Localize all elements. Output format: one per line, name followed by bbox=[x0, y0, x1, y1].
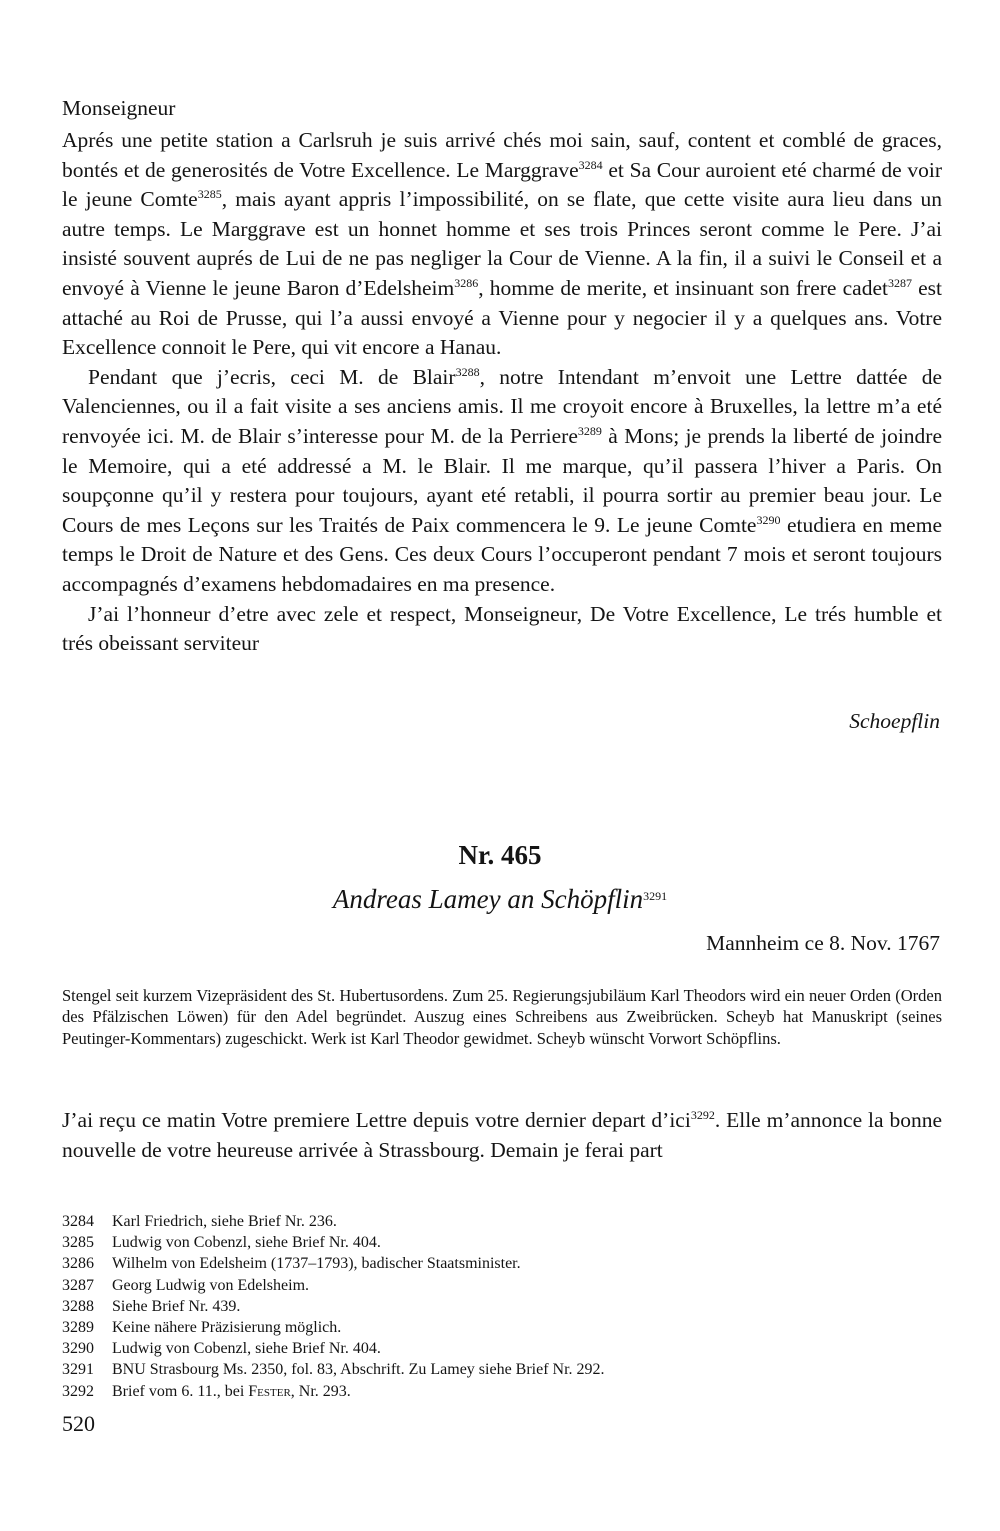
regest-summary: Stengel seit kurzem Vizepräsident des St. Hubertusordens. Zum 25. Regierungsjubiläum Karl Theodors wird ein neuer Orden (Orden des Pfälzischen Löwen) für den Adel begründet. Auszug eines Schreibens aus Zweibrücken. Scheyb hat Manuskript (seines Peutinger-Kommentars) zugeschickt. Werk ist Karl Theodor gewidmet. Scheyb wünscht Vorwort Schöpflins. bbox=[62, 986, 942, 1048]
place-date: Mannheim ce 8. Nov. 1767 bbox=[706, 931, 940, 955]
footnote-ref[interactable]: 3292 bbox=[690, 1108, 715, 1122]
signature: Schoepflin bbox=[849, 709, 940, 733]
footnote-ref[interactable]: 3291 bbox=[643, 889, 668, 903]
footnote-ref[interactable]: 3287 bbox=[887, 275, 912, 290]
footnote: 3291 BNU Strasbourg Ms. 2350, fol. 83, Abschrift. Zu Lamey siehe Brief Nr. 292. bbox=[62, 1361, 605, 1379]
footnote-ref[interactable]: 3284 bbox=[578, 157, 603, 172]
letter-465-paragraph-1: J’ai reçu ce matin Votre premiere Lettre depuis votre dernier depart d’ici$^{3292}$. Elle m’annonce la bonne nouvelle de votre heureuse arrivée à Strassbourg. Demain je ferai part bbox=[62, 1108, 943, 1162]
letter-464-paragraph-1: Aprés une petite station a Carlsruh je suis arrivé chés moi sain, sauf, content et comblé de graces, bontés et de generosités de Votre Excellence. Le Marggrave$^{3284}$ et Sa Cour auroient eté charmé de voir le jeune Comte$^{3285}$, mais ayant appris l’impossibilité, on se flate, que cette visite aura lieu dans un autre temps. Le Marggrave est un honnet homme et ses trois Princes seront comme le Pere. J’ai insisté souvent auprés de Lui de ne pas negliger la Cour de Vienne. A la fin, il a suivi le Conseil et a envoyé à Vienne le jeune Baron d’Edelsheim$^{3286}$, homme de merite, et insinuant son frere cadet$^{3287}$ est attaché au Roi de Prusse, qui l’a aussi envoyé a Vienne pour y negocier il y a quelques ans. Votre Excellence connoit le Pere, qui vit encore a Hanau. bbox=[62, 128, 943, 360]
footnote: 3286 Wilhelm von Edelsheim (1737–1793), badischer Staatsminister. bbox=[62, 1255, 521, 1273]
letter-heading: Andreas Lamey an Schöpflin$^{3291}$ bbox=[332, 884, 668, 914]
footnote-ref[interactable]: 3286 bbox=[454, 275, 479, 290]
footnote: 3285 Ludwig von Cobenzl, siehe Brief Nr. 404. bbox=[62, 1234, 381, 1252]
footnote-ref[interactable]: 3289 bbox=[577, 423, 602, 438]
footnote: 3289 Keine nähere Präzisierung möglich. bbox=[62, 1319, 342, 1337]
footnote: 3284 Karl Friedrich, siehe Brief Nr. 236. bbox=[62, 1213, 337, 1230]
footnote: 3292 Brief vom 6. 11., bei Fester, Nr. 293. bbox=[62, 1382, 351, 1400]
letter-464-paragraph-2: Pendant que j’ecris, ceci M. de Blair$^{3288}$, notre Intendant m’envoit une Lettre dattée de Valenciennes, ou il a fait visite a ses anciens amis. Il me croyoit encore à Bruxelles, la lettre m’a eté renvoyée ici. M. de Blair s’interesse pour M. de la Perriere$^{3289}$ à Mons; je prends la liberté de joindre le Memoire, qui a eté addressé a M. le Blair. Il me marque, qu’il passera l’hiver a Paris. On soupçonne qu’il y restera pour toujours, ayant eté retabli, il pourra sortir au premier beau jour. Le Cours de mes Leçons sur les Traités de Paix commencera le 9. Le jeune Comte$^{3290}$ etudiera en meme temps le Droit de Nature et des Gens. Ces deux Cours l’occuperont pendant 7 mois et seront toujours accompagnés d’examens hebdomadaires en ma presence. bbox=[62, 364, 942, 596]
footnote: 3290 Ludwig von Cobenzl, siehe Brief Nr. 404. bbox=[62, 1340, 381, 1358]
letter-number: Nr. 465 bbox=[458, 840, 542, 870]
letter-464-body bbox=[62, 126, 942, 659]
footnote-ref[interactable]: 3288 bbox=[455, 364, 480, 379]
page-number: 520 bbox=[62, 1411, 95, 1436]
footnote-ref[interactable]: 3285 bbox=[197, 187, 222, 202]
letter-465-body bbox=[62, 1106, 942, 1165]
footnote: 3287 Georg Ludwig von Edelsheim. bbox=[62, 1276, 310, 1294]
letter-464-paragraph-3: J’ai l’honneur d’etre avec zele et respect, Monseigneur, De Votre Excellence, Le trés humble et trés obeissant serviteur bbox=[62, 601, 942, 656]
footnote-ref[interactable]: 3290 bbox=[756, 512, 781, 527]
footnotes bbox=[62, 1211, 942, 1402]
footnote: 3288 Siehe Brief Nr. 439. bbox=[62, 1297, 241, 1315]
salutation: Monseigneur bbox=[62, 96, 176, 120]
